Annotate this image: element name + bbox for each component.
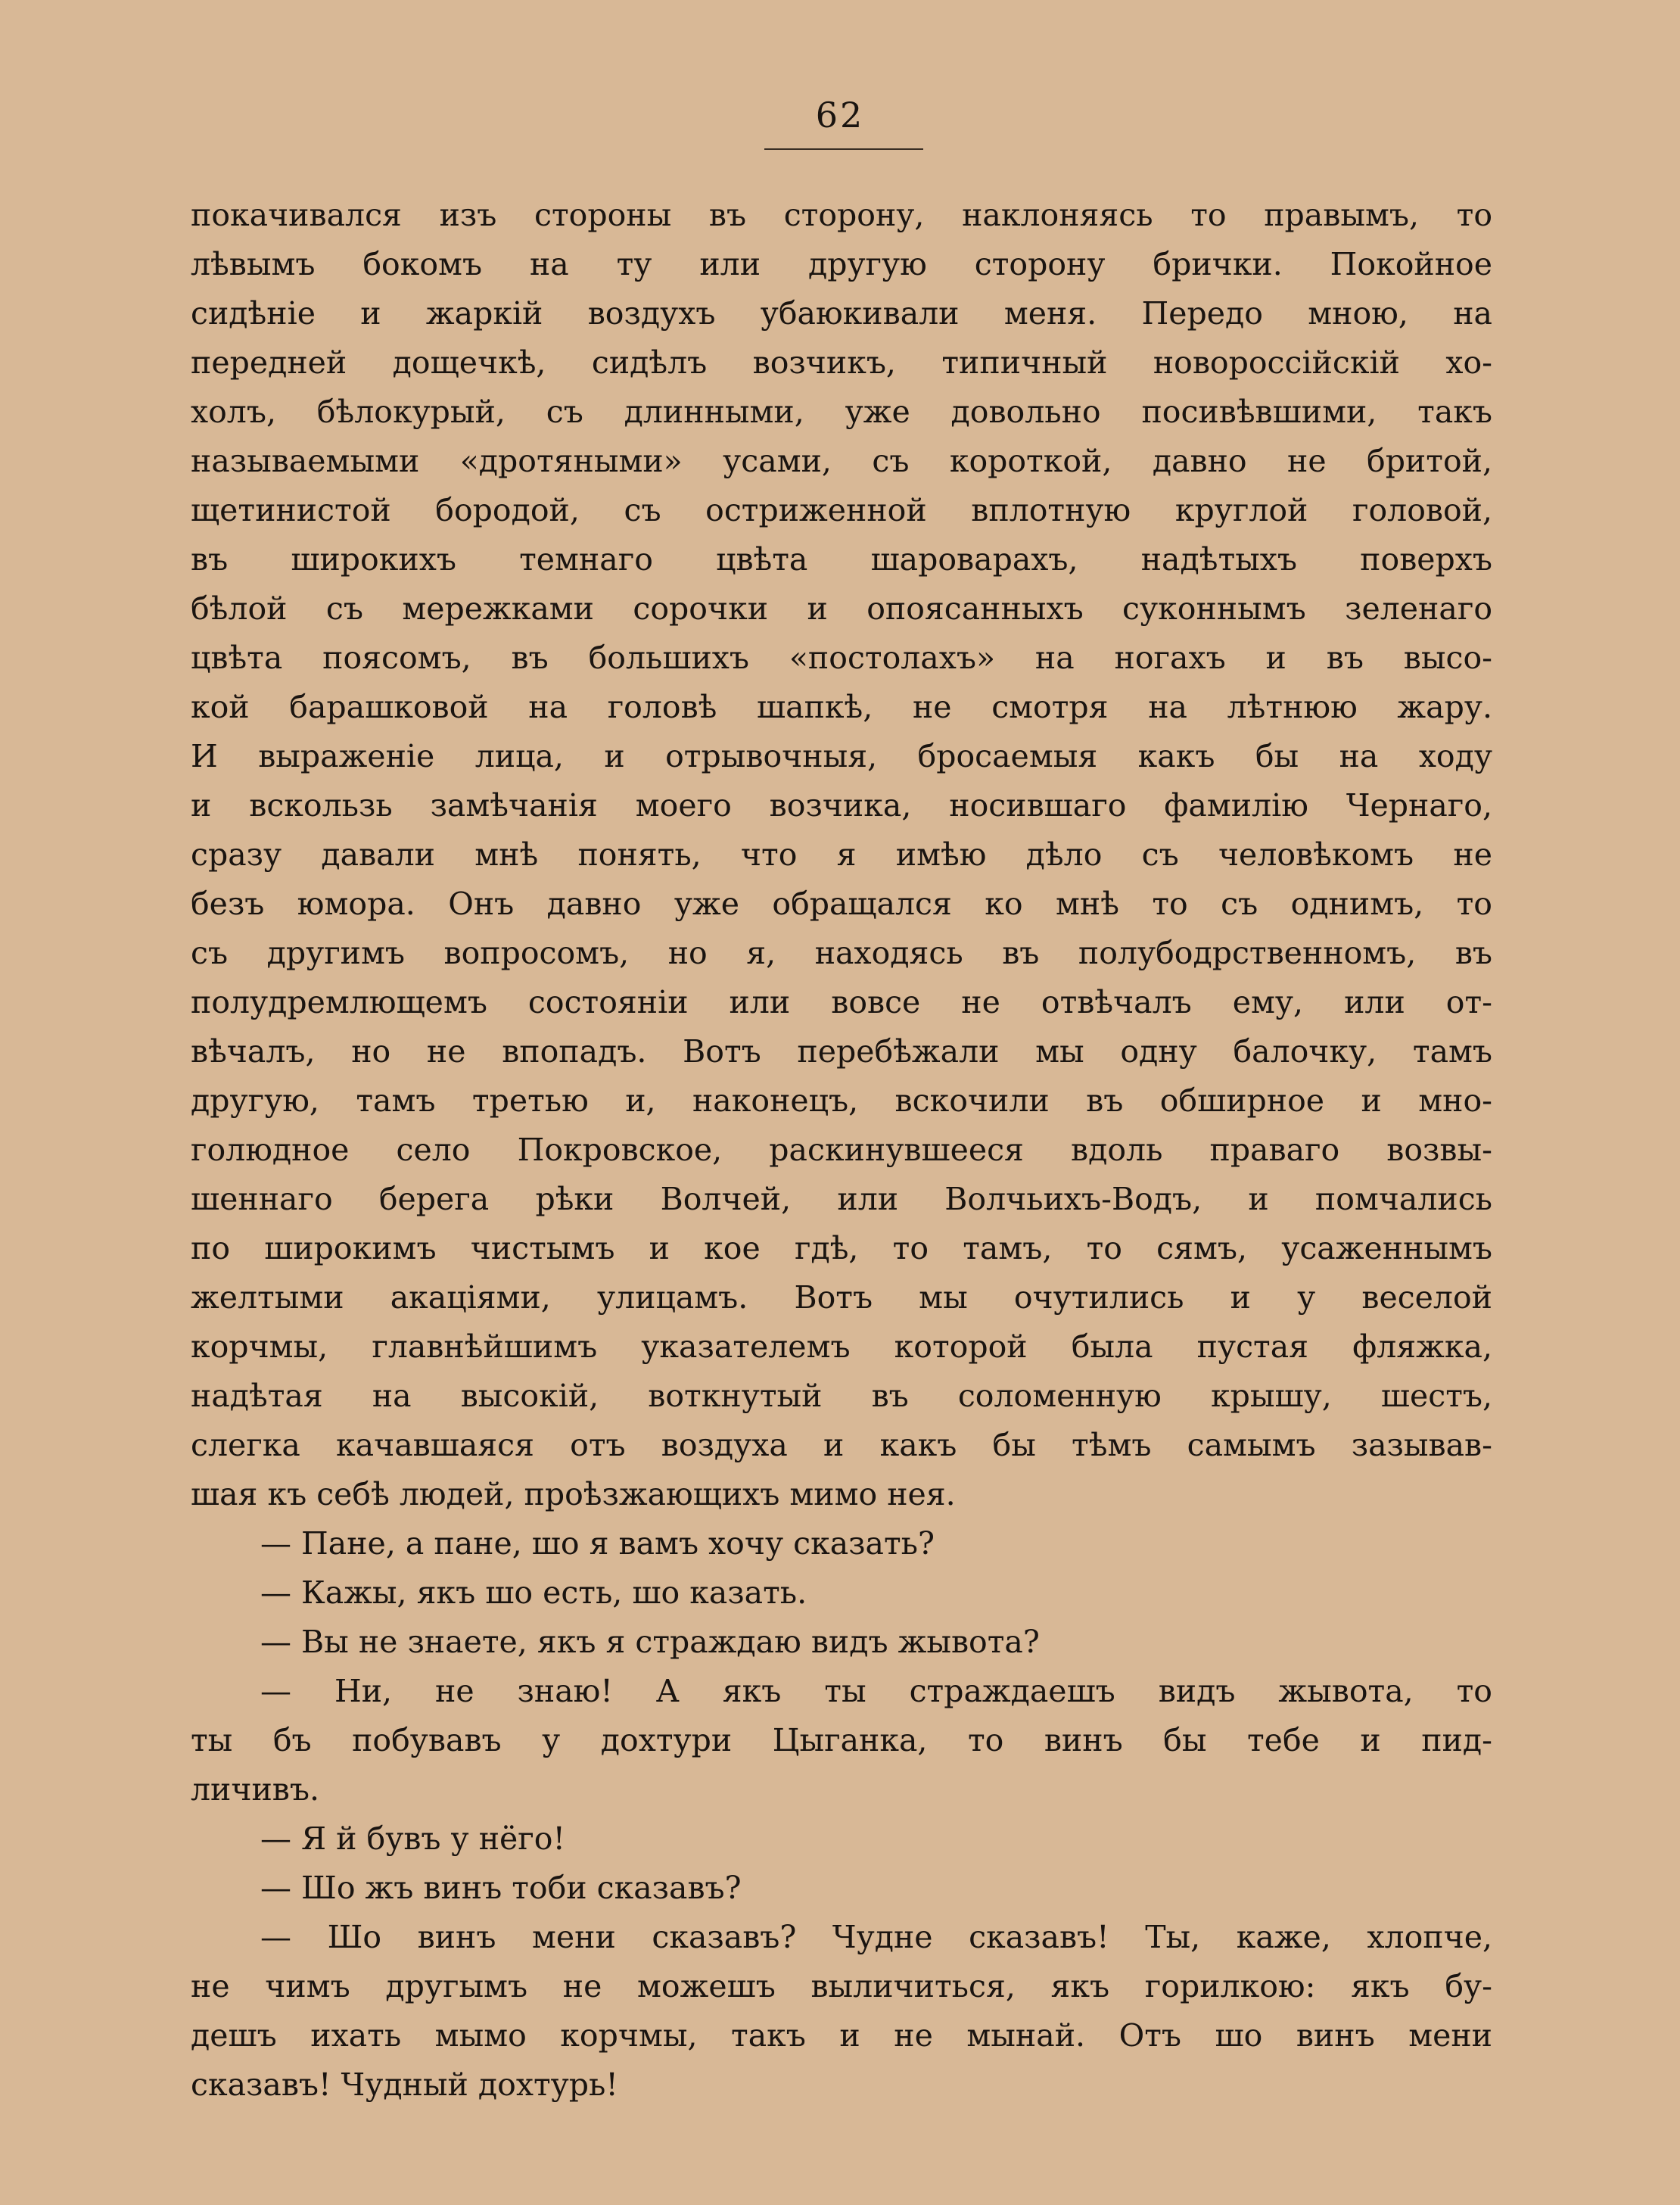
text-line: сказавъ! Чудный дохтурь! (191, 2066, 618, 2103)
text-line: ты бъ побувавъ у дохтури Цыганка, то винъ бы тебе и пид- (191, 1722, 1492, 1758)
text-line: И выраженіе лица, и отрывочныя, бросаемыя какъ бы на ходу (191, 738, 1492, 774)
text-line: бѣлой съ мережками сорочки и опоясанныхъ суконнымъ зеленаго (191, 590, 1492, 627)
dialogue-line: — Шо жъ винъ тоби сказавъ? (260, 1870, 742, 1906)
dialogue-line: — Я й бувъ у нёго! (260, 1820, 565, 1857)
dialogue-line: — Кажы, якъ шо есть, шо казать. (260, 1574, 807, 1611)
body-text (191, 191, 1492, 2110)
text-line: покачивался изъ стороны въ сторону, наклоняясь то правымъ, то (191, 197, 1492, 233)
text-line: личивъ. (191, 1771, 320, 1808)
text-line: съ другимъ вопросомъ, но я, находясь въ полубодрственномъ, въ (191, 935, 1492, 971)
text-line: въ широкихъ темнаго цвѣта шароварахъ, надѣтыхъ поверхъ (191, 541, 1492, 578)
text-line: холъ, бѣлокурый, съ длинными, уже довольно посивѣвшими, такъ (191, 394, 1492, 430)
text-line: безъ юмора. Онъ давно уже обращался ко мнѣ то съ однимъ, то (191, 886, 1492, 922)
header-rule (764, 148, 923, 150)
dialogue-line: — Вы не знаете, якъ я страждаю видъ жывота? (260, 1624, 1040, 1660)
text-line: лѣвымъ бокомъ на ту или другую сторону брички. Покойное (191, 246, 1492, 282)
dialogue-line: — Пане, а пане, шо я вамъ хочу сказать? (260, 1525, 935, 1562)
text-line: передней дощечкѣ, сидѣлъ возчикъ, типичный новороссійскій хо- (191, 344, 1492, 381)
text-line: вѣчалъ, но не впопадъ. Вотъ перебѣжали мы одну балочку, тамъ (191, 1033, 1492, 1070)
text-line: голюдное село Покровское, раскинувшееся вдоль праваго возвы- (191, 1132, 1492, 1168)
text-line: щетинистой бородой, съ остриженной вплотную круглой головой, (191, 492, 1492, 528)
text-line: и вскользь замѣчанія моего возчика, носившаго фамилію Чернаго, (191, 787, 1492, 824)
text-line: надѣтая на высокій, воткнутый въ соломенную крышу, шестъ, (191, 1378, 1492, 1414)
text-line: полудремлющемъ состояніи или вовсе не отвѣчалъ ему, или от- (191, 984, 1492, 1020)
text-line: шая къ себѣ людей, проѣзжающихъ мимо нея. (191, 1476, 956, 1512)
page-number: 62 (815, 95, 865, 135)
dialogue-line: — Шо винъ мени сказавъ? Чудне сказавъ! Ты, каже, хлопче, (260, 1919, 1492, 1955)
text-line: не чимъ другымъ не можешъ выличиться, якъ горилкою: якъ бу- (191, 1968, 1492, 2004)
text-line: корчмы, главнѣйшимъ указателемъ которой была пустая фляжка, (191, 1328, 1492, 1365)
text-line: по широкимъ чистымъ и кое гдѣ, то тамъ, то сямъ, усаженнымъ (191, 1230, 1492, 1266)
text-line: шеннаго берега рѣки Волчей, или Волчьихъ-Водъ, и помчались (191, 1181, 1492, 1217)
text-line: кой барашковой на головѣ шапкѣ, не смотря на лѣтнюю жару. (191, 689, 1492, 725)
dialogue-line: — Ни, не знаю! А якъ ты страждаешъ видъ жывота, то (260, 1673, 1492, 1709)
text-line: другую, тамъ третью и, наконецъ, вскочили въ обширное и мно- (191, 1082, 1492, 1119)
text-line: слегка качавшаяся отъ воздуха и какъ бы тѣмъ самымъ зазывав- (191, 1427, 1492, 1463)
text-line: дешъ ихать мымо корчмы, такъ и не мынай. Отъ шо винъ мени (191, 2017, 1492, 2054)
text-line: сразу давали мнѣ понять, что я имѣю дѣло съ человѣкомъ не (191, 836, 1492, 873)
text-line: называемыми «дротяными» усами, съ короткой, давно не бритой, (191, 443, 1492, 479)
text-line: цвѣта поясомъ, въ большихъ «постолахъ» на ногахъ и въ высо- (191, 640, 1492, 676)
text-line: сидѣніе и жаркій воздухъ убаюкивали меня. Передо мною, на (191, 295, 1492, 332)
text-line: желтыми акаціями, улицамъ. Вотъ мы очутились и у веселой (191, 1279, 1492, 1316)
